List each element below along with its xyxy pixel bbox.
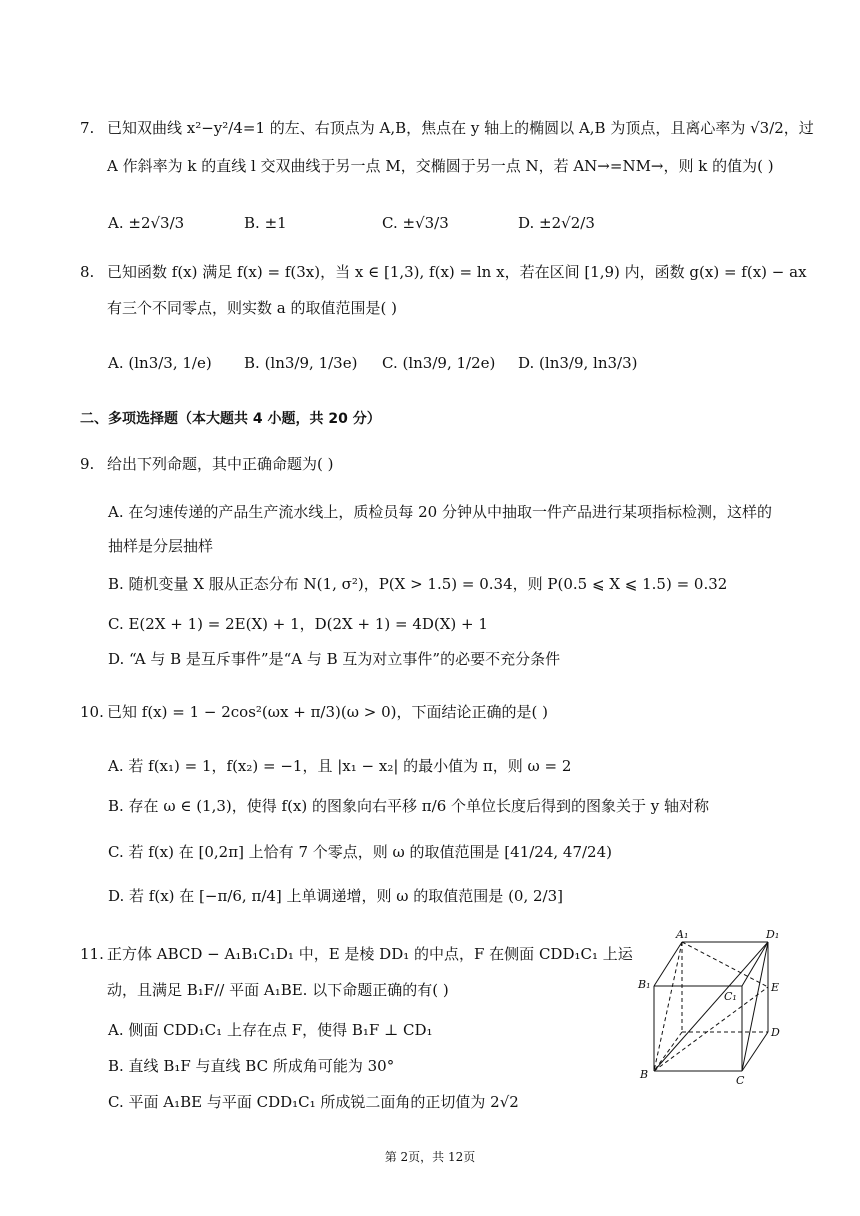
q8-option-d	[518, 352, 637, 374]
label-d1: D₁	[766, 928, 780, 941]
q9-stem: 给出下列命题，其中正确命题为( )	[107, 455, 334, 473]
q7-option-b	[244, 212, 287, 234]
q7-stem-line2: A 作斜率为 k 的直线 l 交双曲线于另一点 M，交椭圆于另一点 N，若 AN→=NM→，则 k 的值为( )	[107, 157, 774, 175]
q7-option-a-text: ±2√3/3	[128, 214, 185, 232]
q7-option-c-letter: C.	[382, 214, 398, 232]
q10-number: 10.	[80, 703, 104, 721]
edge-c1-d1	[742, 942, 768, 986]
q9-option-d: D. “A 与 B 是互斥事件”是“A 与 B 互为对立事件”的必要不充分条件	[108, 650, 561, 668]
q7-option-a	[108, 212, 184, 234]
q8-stem-line1: 已知函数 f(x) 满足 f(x) = f(3x)，当 x ∈ [1,3), f(x) = ln x，若在区间 [1,9) 内，函数 g(x) = f(x) − ax	[107, 263, 807, 281]
q8-option-c-text: (ln3/9, 1/2e)	[402, 354, 496, 372]
q7-option-a-letter: A.	[108, 214, 124, 232]
label-b1: B₁	[638, 978, 651, 991]
label-a1: A₁	[676, 928, 689, 941]
q10-option-b: B. 存在 ω ∈ (1,3)，使得 f(x) 的图象向右平移 π/6 个单位长度后得到的图象关于 y 轴对称	[108, 797, 710, 815]
q8-option-b-letter: B.	[244, 354, 260, 372]
q9-option-b: B. 随机变量 X 服从正态分布 N(1, σ²)，P(X > 1.5) = 0.34，则 P(0.5 ⩽ X ⩽ 1.5) = 0.32	[108, 575, 728, 593]
q8-option-d-letter: D.	[518, 354, 535, 372]
edge-b1-a1	[654, 942, 682, 986]
q7-number: 7.	[80, 119, 95, 137]
q11-stem-line1: 正方体 ABCD − A₁B₁C₁D₁ 中，E 是棱 DD₁ 的中点，F 在侧面 CDD₁C₁ 上运	[107, 945, 633, 963]
q10-option-d: D. 若 f(x) 在 [−π/6, π/4] 上单调递增，则 ω 的取值范围是 (0, 2/3]	[108, 887, 563, 905]
q7-option-c-text: ±√3/3	[402, 214, 449, 232]
q8-option-a-text: (ln3/3, 1/e)	[128, 354, 212, 372]
section-heading: 二、多项选择题（本大题共 4 小题，共 20 分）	[80, 411, 381, 427]
q8-option-c-letter: C.	[382, 354, 398, 372]
q8-option-d-text: (ln3/9, ln3/3)	[539, 354, 638, 372]
q9-option-a-line2: 抽样是分层抽样	[108, 537, 214, 555]
label-c1: C₁	[724, 990, 737, 1003]
label-e: E	[771, 981, 780, 994]
q11-number: 11.	[80, 945, 104, 963]
q7-option-b-letter: B.	[244, 214, 260, 232]
q9-option-a-line1: A. 在匀速传递的产品生产流水线上，质检员每 20 分钟从中抽取一件产品进行某项指标检测，这样的	[108, 503, 772, 521]
q10-option-c: C. 若 f(x) 在 [0,2π] 上恰有 7 个零点，则 ω 的取值范围是 [41/24, 47/24)	[108, 843, 612, 861]
q8-option-b	[244, 352, 357, 374]
q8-option-a	[108, 352, 212, 374]
q8-option-a-letter: A.	[108, 354, 124, 372]
q9-option-c: C. E(2X + 1) = 2E(X) + 1，D(2X + 1) = 4D(X) + 1	[108, 615, 488, 633]
q8-stem-line2: 有三个不同零点，则实数 a 的取值范围是( )	[107, 299, 397, 317]
label-d: D	[771, 1026, 780, 1039]
q10-stem: 已知 f(x) = 1 − 2cos²(ωx + π/3)(ω > 0)，下面结论正确的是( )	[107, 703, 548, 721]
q10-option-a: A. 若 f(x₁) = 1，f(x₂) = −1，且 |x₁ − x₂| 的最小值为 π，则 ω = 2	[108, 757, 572, 775]
page-footer: 第 2页，共 12页	[384, 1150, 476, 1164]
label-b: B	[640, 1068, 649, 1081]
q7-option-c	[382, 212, 449, 234]
q7-option-b-text: ±1	[264, 214, 287, 232]
q11-option-a: A. 侧面 CDD₁C₁ 上存在点 F，使得 B₁F ⊥ CD₁	[108, 1021, 433, 1039]
segment-b-d1	[654, 942, 768, 1071]
q8-option-b-text: (ln3/9, 1/3e)	[264, 354, 358, 372]
label-c: C	[736, 1074, 745, 1087]
q9-number: 9.	[80, 455, 95, 473]
q7-option-d-letter: D.	[518, 214, 535, 232]
cube-figure	[632, 928, 790, 1088]
q8-number: 8.	[80, 263, 95, 281]
q11-stem-line2: 动，且满足 B₁F// 平面 A₁BE. 以下命题正确的有( )	[107, 981, 449, 999]
q7-option-d	[518, 212, 595, 234]
q8-option-c	[382, 352, 495, 374]
q7-option-d-text: ±2√2/3	[539, 214, 595, 232]
q7-stem-line1: 已知双曲线 x²−y²/4=1 的左、右顶点为 A,B，焦点在 y 轴上的椭圆以 A,B 为顶点，且离心率为 √3/2，过	[107, 119, 814, 137]
q11-option-b: B. 直线 B₁F 与直线 BC 所成角可能为 30°	[108, 1057, 395, 1075]
q11-option-c: C. 平面 A₁BE 与平面 CDD₁C₁ 所成锐二面角的正切值为 2√2	[108, 1093, 519, 1111]
